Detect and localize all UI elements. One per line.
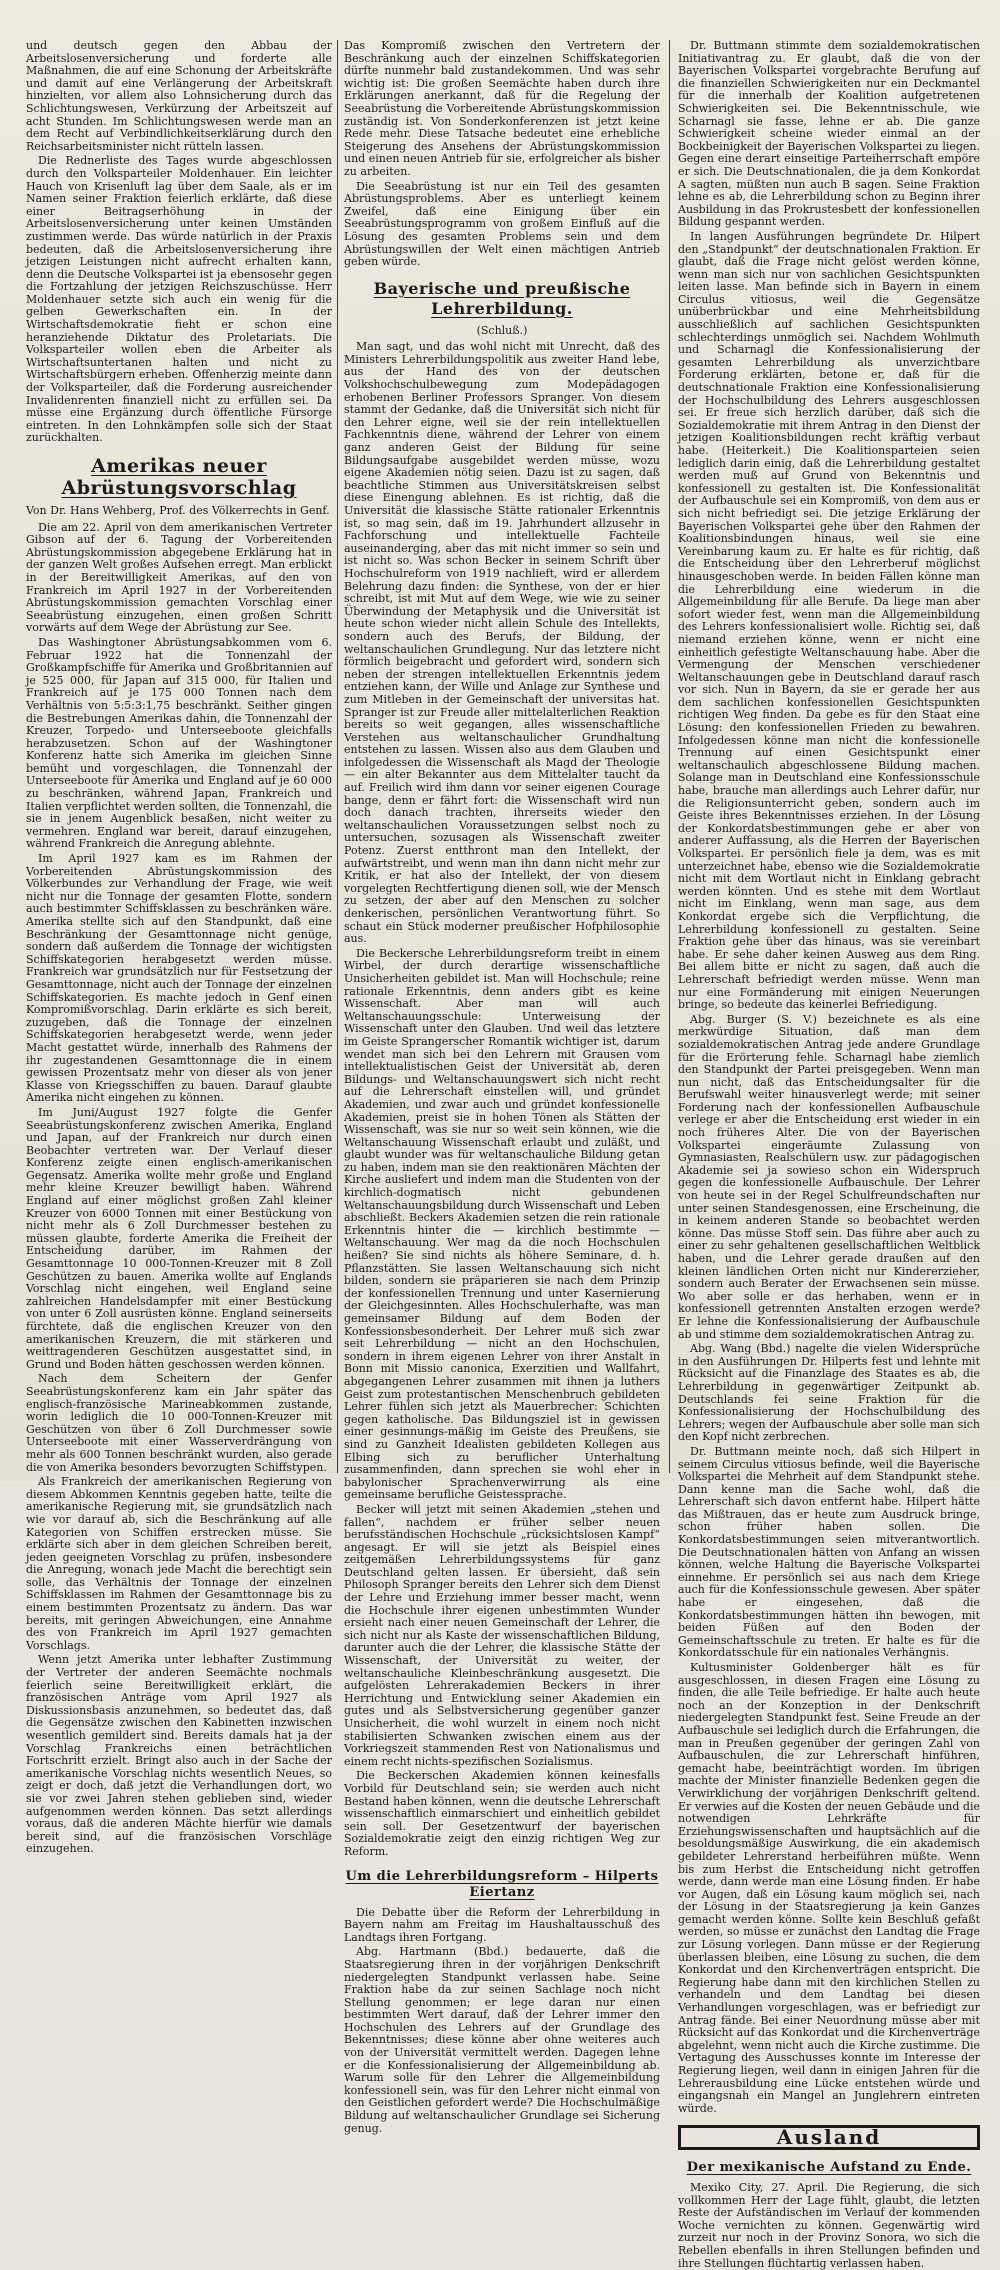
paragraph: Das Washingtoner Abrüstungsabkommen vom 6. Februar 1922 hat die Tonnenzahl der Großkampfschiffe für Amerika und Großbritannien auf je 525 000, für Japan auf 315 000, für Italien und Frankreich auf je 175 000 Tonnen nach dem Verhältnis von 5:5:3:1,75 beschränkt. Seither gingen die Bestrebungen Amerikas dahin, die Tonnenzahl der Kreuzer, Torpedo- und Unterseeboote gleichfalls herabzusetzen. Schon auf der Washingtoner Konferenz hatte sich Amerika im gleichen Sinne bemüht und vorgeschlagen, die Tonnenzahl der Unterseeboote für Amerika und England auf je 60 000 zu beschränken, während Japan, Frankreich und Italien verpflichtet werden sollten, die Tonnenzahl, die sie in jenem Augenblick besaßen, nicht weiter zu vermehren. England war bereit, darauf einzugehen, während Frankreich die Anregung ablehnte. <box>26 635 332 851</box>
article-title: Der mexikanische Aufstand zu Ende. <box>686 2159 972 2175</box>
paragraph: Nach dem Scheitern der Genfer Seeabrüstungskonferenz kam ein Jahr später das englisch-französische Marineabkommen zustande, worin lediglich die 10 000-Tonnen-Kreuzer mit Geschützen von über 6 Zoll Durchmesser sowie Unterseeboote mit einer Wasserverdrängung von mehr als 600 Tonnen beschränkt wurden, also gerade die von Amerika besonders bevorzugten Schiffstypen. <box>26 1372 332 1474</box>
article-byline: Von Dr. Hans Wehberg, Prof. des Völkerrechts in Genf. <box>26 504 330 517</box>
article-title: Amerikas neuer Abrüstungsvorschlag <box>61 455 297 499</box>
paragraph: Im Juni/August 1927 folgte die Genfer Seeabrüstungskonferenz zwischen Amerika, England und Japan, auf der Frankreich nur durch einen Beobachter vertreten war. Der Verlauf dieser Konferenz zeigte einen englisch-amerikanischen Gegensatz. Amerika wollte mehr große und England mehr kleine Kreuzer bewilligt haben. Während England auf einer möglichst großen Zahl kleiner Kreuzer von 6000 Tonnen mit einer Bestückung von nicht mehr als 6 Zoll Durchmesser bestehen zu müssen glaubte, forderte Amerika die Freiheit der Entscheidung darüber, im Rahmen der Gesamttonnage 10 000-Tonnen-Kreuzer mit 8 Zoll Geschützen zu bauen. Amerika wollte auf Englands Vorschlag nicht eingehen, weil England seine zahlreichen Handelsdampfer mit einer Bestückung von unter 6 Zoll ausrüsten könne. England seinerseits fürchtete, daß die englischen Kreuzer von den amerikanischen Kreuzern, die mit stärkeren und weittragenderen Geschützen ausgestattet sind, in Grund und Boden hätten geschossen werden können. <box>26 1105 332 1371</box>
section-header: Ausland <box>678 2125 980 2150</box>
paragraph: Kultusminister Goldenberger hält es für ausgeschlossen, in diesen Fragen eine Lösung zu finden, die alle Teile befriedige. Er halte auch heute noch an der Konzeption in der Denkschrift niedergelegten Standpunkt fest. Seine Freude an der Aufbauschule sei lediglich durch die Erfahrungen, die man in Preußen gegenüber der geringen Zahl von Aufbauschulen, die zur Lehrerschaft hinführen, gemacht habe, beeinträchtigt worden. Im übrigen machte der Minister finanzielle Bedenken gegen die Verwirklichung der vorjährigen Denkschrift geltend. Er verwies auf die Kosten der neuen Gebäude und die notwendigen Lehrkräfte für Erziehungswissenschaften und hauptsächlich auf die besoldungsmäßige Auswirkung, die ein akademisch gebildeter Lehrerstand herbeiführen müßte. Wenn bis zum Herbst die Entscheidung nicht getroffen werde, dann werde man eine Lösung finden. Er habe vor Augen, daß ein Lösung kaum möglich sei, nach der Lösung in der Staatsregierung ja kein Ganzes gemacht werden könne. Sollte kein Beschluß gefaßt werden, so müsse er zunächst den Landtag die Frage zur Lösung vorlegen. Dann müsse er der Regierung überlassen bleiben, eine Lösung zu suchen, die dem Konkordat und den Kirchenverträgen entspricht. Die Regierung habe dann mit den kirchlichen Stellen zu verhandeln und dem Landtag bei diesen Verhandlungen vorgeschlagen, was er befriedigt zur Antrag fände. Bei einer Neuordnung müsse aber mit Rücksicht auf das Konkordat und die Kirchenverträge abgelehnt, wenn nicht auch die Kirche zustimme. Die Vertagung des Ausschusses konnte im Interesse der Regierung liegen, weil dann in einigen Jahren für die Lehrerausbildung eine Lücke entstehen würde und eingangsnah ein Mangel an Junglehrern eintreten würde. <box>678 1661 980 2115</box>
article-title: Bayerische und preußische Lehrerbildung. <box>373 278 631 318</box>
paragraph: Abg. Wang (Bbd.) nagelte die vielen Widersprüche in den Ausführungen Dr. Hilperts fest und lehnte mit Rücksicht auf die Finanzlage des Staates es ab, die Lehrerbildung in gegenwärtiger Zeitpunkt ab. Deutschlands fei seine Fraktion für die Konfessionalisierung der Hochschulbildung des Lehrers; wegen der Aufbauschule aber solle man sich den Kopf nicht zerbrechen. <box>678 1342 980 1444</box>
paragraph: Als Frankreich der amerikanischen Regierung von diesem Abkommen Kenntnis gegeben hatte, teilte die amerikanische Regierung mit, sie grundsätzlich nach wie vor darauf ab, sich die Beschränkung auf alle Kategorien von Schiffen erstrecken müsse. Sie erklärte sich aber in dem gleichen Schreiben bereit, jeden geeigneten Vorschlag zu prüfen, insbesondere die Anregung, wonach jede Macht die berechtigt sein solle, das Verhältnis der Tonnage der einzelnen Schiffsklassen im Rahmen der Gesamttonnage bis zu einem bestimmten Prozentsatz zu ändern. Das war bereits, mit geringen Abweichungen, eine Annahme des von Frankreich im April 1927 gemachten Vorschlags. <box>26 1475 332 1652</box>
paragraph: Becker will jetzt mit seinen Akademien „stehen und fallen“, nachdem er früher selber neuen berufsständischen Hochschule „rücksichtslosen Kampf“ angesagt. Er will sie jetzt als Beispiel eines zeitgemäßen Lehrerbildungssystems für ganz Deutschland gelten lassen. Er übersieht, daß sein Philosoph Spranger bereits den Lehrer sich dem Dienst der Lehre und Erziehung immer besser macht, wenn die Hochschule ihrer eigenen unbestimmten Wunder ersieht nach einer neuen Gemeinschaft der Lehrer, die sich nicht nur als Kaste der wissenschaftlichen Bildung, darunter auch die der Lehrer, die klassische Stätte der Wissenschaft, der Universität zu weiter, der weltanschauliche Kleinbeschränkung ausgesetzt. Die aufgelösten Lehrerakademien Beckers in ihrer Herrichtung und Entwicklung seiner Akademien ein gutes und als Selbstversicherung gegenüber ganzer Unsicherheit, die wohl wurzelt in einem noch nicht stabilisierten Schwanken zwischen einem aus der Vorkriegszeit stammenden Rest von Nationalismus und einem recht nichts-spezifischen Sozialismus. <box>344 1502 660 1768</box>
paragraph: und deutsch gegen den Abbau der Arbeitslosenversicherung und forderte alle Maßnahmen, die auf eine Schonung der Arbeitskräfte und damit auf eine Verlängerung der Arbeitskraft hinzielten, vor allem also Lohnsicherung durch das Schlichtungswesen, Verkürzung der Arbeitszeit auf acht Stunden. Im Schlichtungswesen werde man an dem Recht auf Verbindlichkeitserklärung durch den Reichsarbeitsminister nicht rütteln lassen. <box>26 39 332 153</box>
paragraph: In langen Ausführungen begründete Dr. Hilpert den „Standpunkt“ der deutschnationalen Fraktion. Er glaubt, daß die Frage nicht gelöst werden könne, wenn man sich nur von sachlichen Gesichtspunkten leiten lasse. Man befinde sich in Bayern in einem Circulus vitiosus, weil die Gegensätze unüberbrückbar und eine Mehrheitsbildung ausschließlich auf sachlichen Gesichtspunkten schlechterdings unmöglich sei. Nachdem Wohlmuth und Scharnagl die Konfessionalisierung der gesamten Lehrerbildung als unverzichtbare Forderung erklärten, betone er, daß für die deutschnationale Fraktion eine Konfessionalisierung der Hochschulbildung des Lehrers ausgeschlossen sei. Er freue sich herzlich darüber, daß sich die Sozialdemokratie mit ihrem Antrag in den Dienst der jetzigen Koalitionsbildungen recht kräftig verbaut habe. (Heiterkeit.) Die Koalitionsparteien seien lediglich darin einig, daß die Lehrerbildung gestaltet werden muß auf Grund von Bekenntnis und konfessionell zu gestalten ist. Die Konfessionalität der Aufbauschule sei ein Kompromiß, von dem aus er sich nicht befriedigt sei. Die jetzige Erklärung der Bayerischen Volkspartei gehe über den Rahmen der Koalitionsbindungen hinaus, weil sie eine Vereinbarung kaum zu. Er halte es für richtig, daß die Entscheidung über den Lehrerberuf möglichst hinausgeschoben werde. In beiden Fällen könne man die Lehrerbildung eine wiederum in die Allgemeinbildung für alle Berufe. Da liege man aber sofort wieder fest, wenn man die Allgemeinbildung des Lehrers konfessionalisiert wolle. Richtig sei, daß niemand erziehen könne, wenn er nicht eine einheitlich gefestigte Weltanschauung habe. Aber die Vermengung der Menschen verschiedener Weltanschauungen gebe in Deutschland darauf rasch vor sich. Nun in Bayern, da sie er gerade her aus dem sachlichen konfessionellen Gesichtspunkten richtigen Weg finden. Da gebe es für den Staat eine Lösung: den konfessionellen Frieden zu bewahren. Infolgedessen könne man nicht die konfessionelle Trennung auf einen Gesichtspunkt einer weltanschaulich abgeschlossene Bildung machen. Solange man in Deutschland eine Konfessionsschule habe, brauche man allerdings auch Lehrer dafür, nur die Religionsunterricht geben, sondern auch im Geiste ihres Bekenntnisses erziehen. In der Lösung der Konkordatsbestimmungen gehe er aber von anderer Auffassung, als die Herren der Bayerischen Volkspartei. Er persönlich fiele ja dem, was es mit unterzeichnet habe, ebenso wie die Sozialdemokratie nicht mit dem Wortlaut nicht in Einklang gebracht werden könnten. Und es stehe mit dem Wortlaut nicht im Einklang, wenn man sage, aus dem Konkordat ergebe sich die Verpflichtung, die Lehrerbildung konfessionell zu gestalten. Seine Fraktion gehe über das hinaus, was sie vereinbart habe. Er sehe daher keinen Ausweg aus dem Ring. Bei allem bitte er nicht zu sagen, daß auch die Lehrerschaft befriedigt werden müsse. Wenn man nur eine Formänderung mit einigen Neuerungen bringe, so bedeute das keinerlei Befriedigung. <box>678 229 980 1012</box>
paragraph: Die Debatte über die Reform der Lehrerbildung in Bayern nahm am Freitag im Haushaltausschuß des Landtags ihren Fortgang. <box>344 1905 660 1944</box>
paragraph: Abg. Hartmann (Bbd.) bedauerte, daß die Staatsregierung ihren in der vorjährigen Denkschrift niedergelegten Standpunkt verlassen habe. Seine Fraktion habe da zur seinen Sachlage noch nicht Stellung genommen; er lege daran nur einen bestimmten Wert darauf, daß der Lehrer immer den Hochschulen des Lehrers auf der Grundlage des Bekenntnisses; diese könne aber ohne weiteres auch von der Universität vermittelt werden. Dagegen lehne er die Konfessionalisierung der Allgemeinbildung ab. Warum solle für den Lehrer die Allgemeinbildung konfessionell sein, was für den Lehrer nicht einmal von den Geistlichen gefordert werde? Die Hochschulmäßige Bildung auf weltanschaulicher Grundlage sei Sicherung genug. <box>344 1945 660 2135</box>
paragraph: Man sagt, und das wohl nicht mit Unrecht, daß des Ministers Lehrerbildungspolitik aus zweiter Hand lebe, aus der Hand des von der deutschen Volkshochschulbewegung zum Modepädagogen erhobenen Berliner Professors Spranger. Von diesem stammt der Gedanke, daß die Universität sich nicht für den Lehrer eigne, weil sie der rein intellektuellen Fachkenntnis diene, während der Lehrer von einem ganz anderen Geist der Bildung für seine Bildungsaufgabe ausgebildet werden müsse, wozu eigene Akademien nötig seien. Dazu ist zu sagen, daß beachtliche Stimmen aus Universitätskreisen selbst diese Einengung ablehnen. Es ist richtig, daß die Universität die klassische Stätte rationaler Erkenntnis ist, so mag sein, daß im 19. Jahrhundert allzusehr in Fachforschung und intellektuelle Fachteile auseinanderging, aber das mit nicht immer so sein und ist nicht so. Was schon Becker in seinem Schrift über Hochschulreform von 1919 nachlieft, wird er allerdem Belehrung dazu finden: die Synthese, von der er hier schreibt, ist mit Mut auf dem Wege, wie wie zu seiner Überwindung der Metaphysik und die Universität ist heute schon wieder nicht allein Schule des Intellekts, sondern auch des Berufs, der Bildung, der weltanschaulichen Grundlegung. Nur das letztere nicht förmlich beigebracht und gefordert wird, sondern sich neben der strengen intellektuellen Erkenntnis jedem entziehen kann, der Wille und Anlage zur Synthese und zum Mitleben in der Gemeinschaft der universitas hat. Spranger ist zur Freude aller mittelalterlichen Reaktion bereits so weit gegangen, alles wissenschaftliche Verstehen aus weltanschaulicher Grundhaltung entstehen zu lassen. Wissen also aus dem Glauben und infolgedessen die Wissenschaft als Magd der Theologie — ein alter Bekannter aus dem Mittelalter taucht da auf. Freilich wird ihm dann vor seiner eigenen Courage bange, denn er fährt fort: die Wissenschaft wird nun doch danach trachten, ihrerseits wieder den weltanschaulichen Voraussetzungen selbst noch zu untersuchen, sozusagen als Wissenschaft zweiter Potenz. Zuerst entthront man den Intellekt, der aufwärtstreibt, und wenn man ihn dann nicht mehr zur Kritik, er hat also der Intellekt, der von diesem vorgelegten Rechtfertigung dienen soll, wie der Mensch zu setzen, der aber auf den Menschen zu solcher denkerischen, persönlichen Verantwortung führt. So schaut ein Stück moderner preußischer Hofphilosophie aus. <box>344 340 660 946</box>
article-title: Um die Lehrerbildungsreform – Hilperts Eiertanz <box>345 1868 659 1900</box>
paragraph: Mexiko City, 27. April. Die Regierung, die sich vollkommen Herr der Lage fühlt, glaubt, die letzten Reste der Aufständischen im Verlauf der kommenden Woche vernichten zu können. Gegenwärtig wird zurzeit nur noch in der Provinz Sonora, wo sich die Rebellen ebenfalls in ihren Stellungen befinden und ihre Stellungen flüchtartig verlassen haben. <box>678 2180 980 2270</box>
paragraph: Dr. Buttmann meinte noch, daß sich Hilpert in seinem Circulus vitiosus befinde, weil die Bayerische Volkspartei die Mehrheit auf dem Standpunkt stehe. Dann kenne man die Sache wohl, daß die Lehrerschaft sich davon entfernt habe. Hilpert hätte das Mißtrauen, das er heute zum Ausdruck bringe, schon früher haben sollen. Die Konkordatsbestimmungen seien mitverantwortlich. Die Deutschnationalen hätten von Anfang an wissen können, welche Haltung die Bayerische Volkspartei einnehme. Er persönlich sei aus nach dem Kriege auch für die Konfessionsschule gewesen. Aber später habe er eingesehen, daß die Konkordatsbestimmungen hätten ihn bewogen, mit beiden Füßen auf den Boden der Gemeinschaftsschule zu treten. Er halte es für die Konkordatsschule für ein nationales Verhängnis. <box>678 1444 980 1660</box>
column-rule <box>669 40 670 1473</box>
column-3 <box>678 39 980 2270</box>
paragraph: Die Seeabrüstung ist nur ein Teil des gesamten Abrüstungsproblems. Aber es unterliegt keinem Zweifel, daß eine Einigung über ein Seeabrüstungsprogramm von großem Einfluß auf die Lösung des gesamten Problems sein und dem Abrüstungswillen der Welt einen mächtigen Antrieb geben würde. <box>344 179 660 269</box>
paragraph: Im April 1927 kam es im Rahmen der Vorbereitenden Abrüstungskommission des Völkerbundes zur Verhandlung der Frage, wie weit nicht nur die Tonnage der gesamten Flotte, sondern auch bestimmter Schiffsklassen zu beschränken wäre. Amerika stellte sich auf den Standpunkt, daß eine Beschränkung der Gesamttonnage nicht genüge, sondern daß außerdem die Tonnage der wichtigsten Schiffskategorien herabgesetzt werden müsse. Frankreich war grundsätzlich nur für Festsetzung der Gesamttonnage, nicht auch der Tonnage der einzelnen Schiffskategorien. Es machte jedoch in Genf einen Kompromißvorschlag. Darin erklärte es sich bereit, zuzugeben, daß die Tonnage der einzelnen Schiffskategorien herabgesetzt werde, wenn jeder Macht gestattet würde, innerhalb des Rahmens der ihr zugestandenen Gesamttonnage die in einem gewissen Prozentsatz mehr von dieser als von jener Klasse von Kriegsschiffen zu bauen. Darauf glaubte Amerika nicht eingehen zu können. <box>26 852 332 1105</box>
paragraph: Die am 22. April von dem amerikanischen Vertreter Gibson auf der 6. Tagung der Vorbereitenden Abrüstungskommission abgegebene Erklärung hat in der ganzen Welt großes Aufsehen erregt. Man erblickt in der Bereitwilligkeit Amerikas, auf den von Frankreich im April 1927 in der Vorbereitenden Abrüstungskommission gemachten Vorschlag einer Seeabrüstung einzugehen, einen großen Schritt vorwärts auf dem Wege der Abrüstung zur See. <box>26 520 332 635</box>
paragraph: Die Beckersche Lehrerbildungsreform treibt in einem Wirbel, der durch derartige wissenschaftliche Unsicherheiten gebildet ist. Man will Hochschule; reine rationale Erkenntnis, denn anders gibt es keine Wissenschaft. Aber man will auch Weltanschauungsschule: Unterweisung der Wissenschaft unter den Glauben. Und weil das letztere im Geiste Sprangerscher Romantik wichtiger ist, darum wendet man sich bei den Lehrern mit Grausen vom intellektualistischen Geist der Universität ab, deren Bildungs- und Weltanschauungswert sich nicht recht auf die Lehrerschaft einstellen will, und gründet Akademien, und zwar auch und gründet konfessionelle Akademien, preist sie in hohen Tönen als Stätten der Wissenschaft, was sie nur so weit sein können, wie die Weltanschauung Wissenschaft erlaubt und zuläßt, und glaubt wunder was für weltanschauliche Bildung getan zu haben, indem man sie den reaktionären Mächten der Kirche ausliefert und indem man die Studenten von der kirchlich-dogmatisch nicht gebundenen Weltanschauungsbildung durch Wissenschaft und Leben abschließt. Beckers Akademien setzen die rein rationale Erkenntnis hinter die — kirchlich bestimmte — Weltanschauung. Wer mag da die noch Hochschulen heißen? Sie sind nichts als höhere Seminare, d. h. Pflanzstätten. Sie lassen Weltanschauung sich nicht bilden, sondern sie präparieren sie nach dem Prinzip der konfessionellen Trennung und unter Kasernierung der Gleichgesinnten. Alles Hochschulerhafte, was man gemeinsamer Bildung auf dem Boden der Konfessionsbesonderheit. Der Lehrer muß sich zwar seit Lehrerbildung — nicht an den Hochschulen, sondern in ihrem eigenen Lehrer von ihrer Anstalt in Bonn mit Missio canonica, Exerzitien und Wallfahrt, abgegangenen Lehrer zusammen mit ihnen ja luthers Geist zum protestantischen Menschenbruch gebildeten Lehrer fühlen sich jetzt als Mauerbrecher: Schichten gegen katholische. Das Bildungsziel ist in gewissen einer gesinnungs-mäßig im Geiste des Preußens, sie sind zu Ganzheit Idealisten gebildeten Kollegen aus Elbing sich zu beruflicher Unterhaltung zusammenfinden, dann sprechen sie wohl eher in babylonischer Sprachenverwirrung als eine gemeinsame berufliche Geistessprache. <box>344 946 660 1502</box>
paragraph: Wenn jetzt Amerika unter lebhafter Zustimmung der Vertreter der anderen Seemächte nochmals feierlich seine Bereitwilligkeit erklärt, die französischen Anträge vom April 1927 als Diskussionsbasis anzunehmen, so bedeutet das, daß die Gegensätze zwischen den Kabinetten inzwischen wesentlich gemildert sind. Bereits damals hat ja der Vorschlag Frankreichs einen beträchtlichen Fortschritt erzielt. Bringt also auch in der Sache der amerikanische Vorschlag nichts wesentlich Neues, so zeigt er doch, daß jetzt die Verhandlungen dort, wo sie vor zwei Jahren stehen geblieben sind, wieder aufgenommen werden können. Das setzt allerdings voraus, daß die anderen Mächte hierfür wie damals bereit sind, auf die französischen Vorschläge einzugehen. <box>26 1653 332 1856</box>
paragraph: Dr. Buttmann stimmte dem sozialdemokratischen Initiativantrag zu. Er glaubt, daß die von der Bayerischen Volkspartei vorgebrachte Berufung auf die finanziellen Schwierigkeiten nur ein Deckmantel für die innerhalb der Koalition aufgetretenen Schwierigkeiten sei. Die Bekenntnisschule, wie Scharnagl sie fasse, lehne er ab. Die ganze Schwierigkeit scheine wieder einmal an der Bockbeinigkeit der Bayerischen Volkspartei zu liegen. Gegen eine derart einseitige Parteiherrschaft empöre er sich. Die Deutschnationalen, die ja dem Konkordat A sagten, müßten nun auch B sagen. Seine Fraktion lehne es ab, die Lehrerbildung schon zu Beginn ihrer Ausbildung in das Prokrustesbett der konfessionellen Bildung gespannt werden. <box>678 39 980 229</box>
paragraph: Das Kompromiß zwischen den Vertretern der Beschränkung auch der einzelnen Schiffskategorien dürfte nunmehr bald zustandekommen. Und was sehr wichtig ist: Die großen Seemächte haben durch ihre Erklärungen anerkannt, daß für die Regelung der Seeabrüstung die Vorbereitende Abrüstungskommission zuständig ist. Von Sonderkonferenzen ist jetzt keine Rede mehr. Diese Tatsache bedeutet eine erhebliche Steigerung des Ansehens der Abrüstungskommission und einen neuen Antrieb für sie, erfolgreicher als bisher zu arbeiten. <box>344 39 660 178</box>
column-1 <box>26 39 332 1856</box>
column-rule <box>337 40 338 1473</box>
column-2 <box>344 39 660 2135</box>
paragraph: Abg. Burger (S. V.) bezeichnete es als eine merkwürdige Situation, daß man dem sozialdemokratischen Antrag jede andere Grundlage für die Erörterung fehle. Scharnagl habe ziemlich den Standpunkt der Partei preisgegeben. Wenn man nun nicht, daß das Entscheidungsalter für die Berufswahl weiter hinausverlegt werde; mit seiner Forderung nach der konfessionellen Aufbauschule verlege er aber die Entscheidung erst wieder in ein noch früheres Alter. Die von der Bayerischen Volkspartei eingeräumte Zulassung von Gymnasiasten, Realschülern usw. zur pädagogischen Akademie sei ja sowieso schon ein Widerspruch gegen die konfessionelle Aufbauschule. Der Lehrer von heute sei in der Regel Schulfreundschaften nur unter seinen Standesgenossen, eine Erscheinung, die in keinem anderen Stande so beobachtet werden könne. Das müsse Stoff sein. Das führe aber auch zu einer zu sehr gehaltenen gesellschaftlichen Weltblick haben, und die Lehrer gerade draußen auf den kleinen ländlichen Orten nicht nur Kindererzieher, sondern auch Berater der Erwachsenen sein müsse. Wo aber solle er das herhaben, wenn er in konfessionell getrennten Anstalten erzogen werde? Er lehne die Konfessionalisierung der Aufbauschule ab und stimme dem sozialdemokratischen Antrag zu. <box>678 1012 980 1341</box>
article-subtitle: (Schluß.) <box>476 323 528 337</box>
paragraph: Die Beckerschen Akademien können keinesfalls Vorbild für Deutschland sein; sie werden auch nicht Bestand haben können, wenn die deutsche Lehrerschaft wissenschaftlich einmarschiert und einheitlich gebildet sein soll. Der Gesetzentwurf der bayerischen Sozialdemokratie zeigt den einzig richtigen Weg zur Reform. <box>344 1769 660 1858</box>
paragraph: Die Rednerliste des Tages wurde abgeschlossen durch den Volksparteiler Moldenhauer. Ein leichter Hauch von Krisenluft lag über dem Saale, als er im Namen seiner Fraktion feierlich erklärte, daß diese einer Beitragserhöhung in der Arbeitslosenversicherung unter keinen Umständen zustimmen werde. Das würde natürlich in der Praxis bedeuten, daß die Arbeitslosenversicherung ihre jetzigen Leistungen nicht aufrecht erhalten kann, denn die Deutsche Volkspartei ist ja ebensosehr gegen die Fortzahlung der jetzigen Reichszuschüsse. Herr Moldenhauer setzte sich auch ein wenig für die gelben Gewerkschaften ein. In der Wirtschaftsdemokratie fieht er schon eine heranziehende Diktatur des Proletariats. Die Volksparteiler wollen eben die Arbeiter als Wirtschaftsuntertanen halten und nicht zu Wirtschaftsbürgern erheben. Offenherzig meinte dann der Volksparteiler, daß die Forderung ausreichender Invalidenrenten finanziell nicht zu erfüllen sei. Da müsse eine Ergänzung durch öffentliche Fürsorge eintreten. In den Lohnkämpfen solle sich der Staat zurückhalten. <box>26 154 332 445</box>
